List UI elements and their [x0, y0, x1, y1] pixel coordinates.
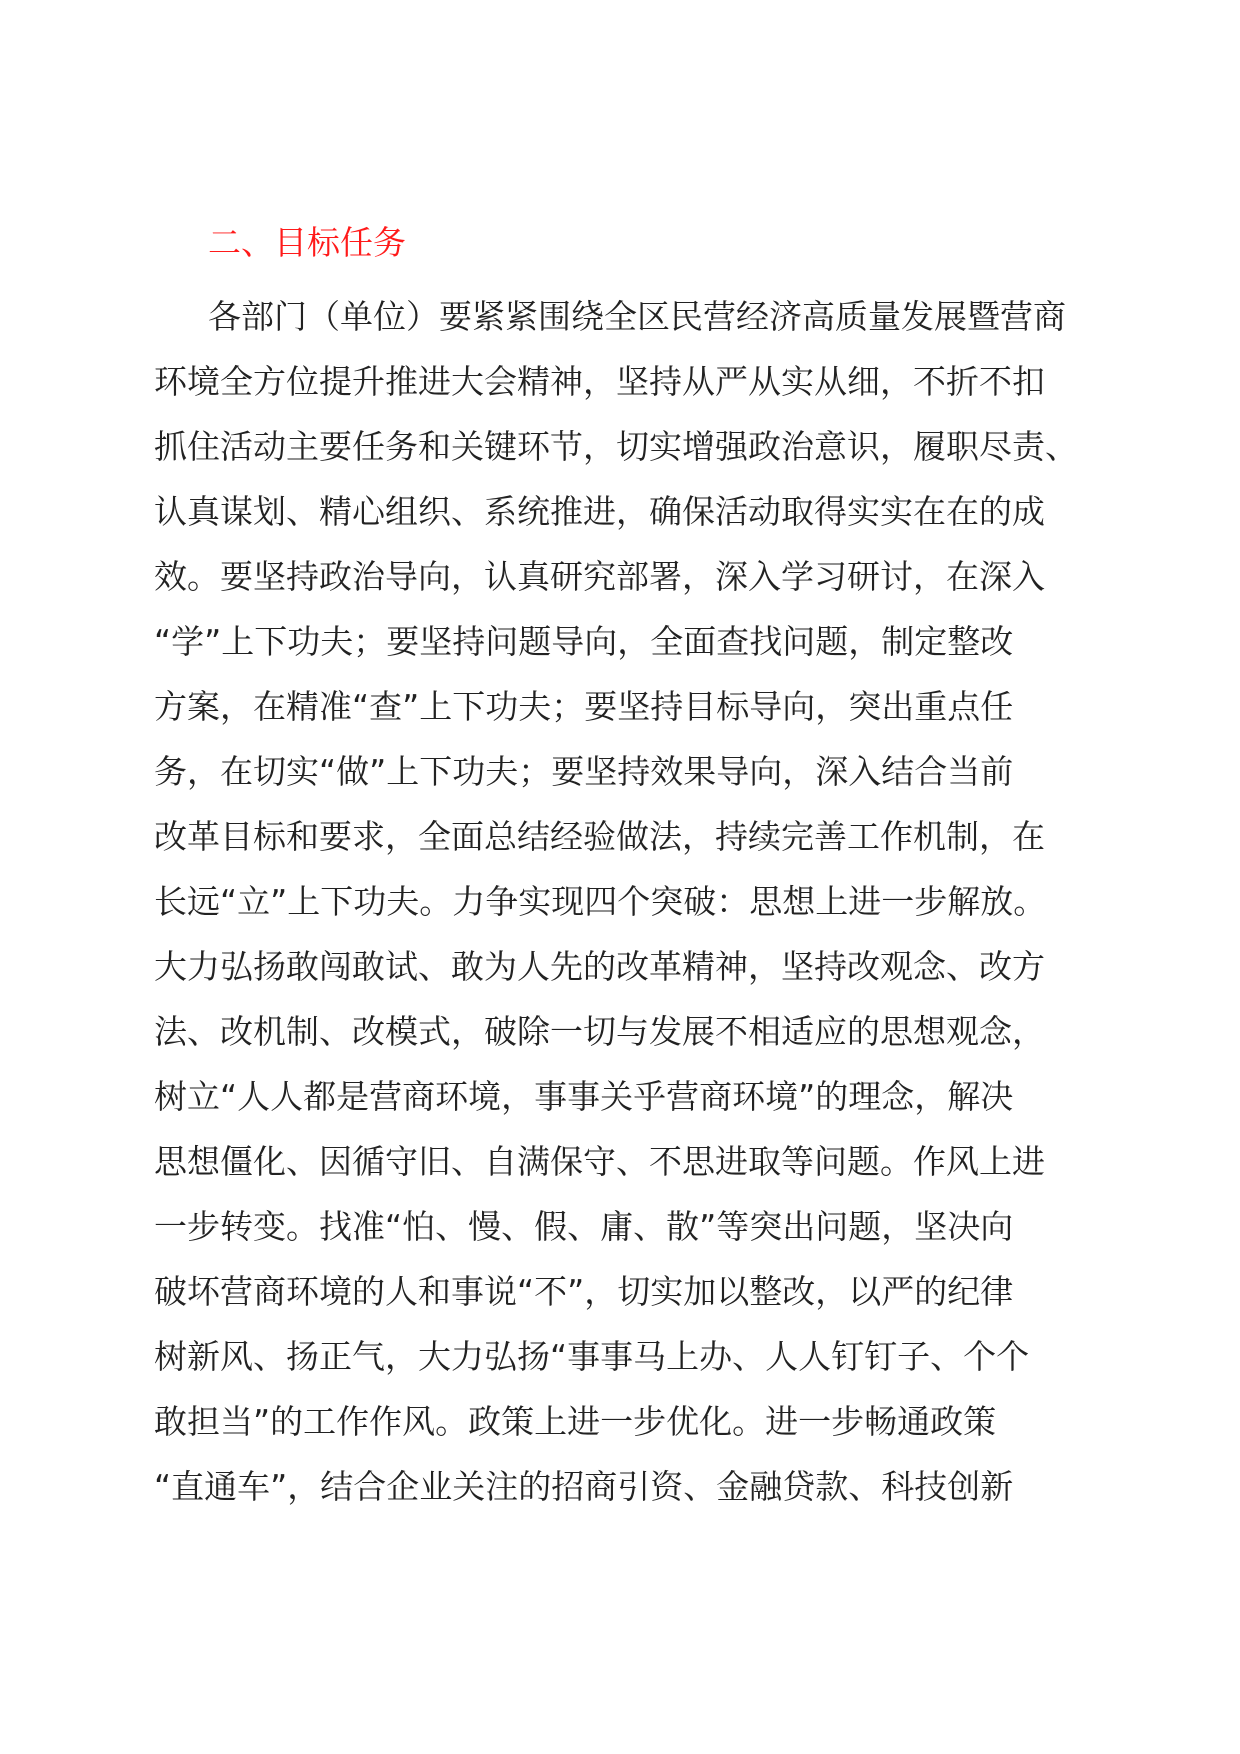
- section-heading: 二、目标任务: [208, 223, 406, 262]
- paragraph-line: 抓住活动主要任务和关键环节，切实增强政治意识，履职尽责、: [154, 427, 1078, 466]
- paragraph-line: 一步转变。找准“怕、慢、假、庸、散”等突出问题，坚决向: [154, 1207, 1014, 1246]
- paragraph-line: 环境全方位提升推进大会精神，坚持从严从实从细，不折不扣: [154, 362, 1045, 401]
- body-paragraph: [154, 284, 1094, 1519]
- paragraph-line: 树新风、扬正气，大力弘扬“事事马上办、人人钉钉子、个个: [154, 1337, 1030, 1376]
- paragraph-line: 效。要坚持政治导向，认真研究部署，深入学习研讨，在深入: [154, 557, 1045, 596]
- paragraph-line: 方案，在精准“查”上下功夫；要坚持目标导向，突出重点任: [154, 687, 1014, 726]
- paragraph-line: 务，在切实“做”上下功夫；要坚持效果导向，深入结合当前: [154, 752, 1014, 791]
- paragraph-line: 树立“人人都是营商环境，事事关乎营商环境”的理念，解决: [154, 1077, 1014, 1116]
- paragraph-line: 法、改机制、改模式，破除一切与发展不相适应的思想观念，: [154, 1012, 1045, 1051]
- paragraph-line: 思想僵化、因循守旧、自满保守、不思进取等问题。作风上进: [154, 1142, 1045, 1181]
- paragraph-line: 长远“立”上下功夫。力争实现四个突破：思想上进一步解放。: [154, 882, 1047, 921]
- paragraph-line: 认真谋划、精心组织、系统推进，确保活动取得实实在在的成: [154, 492, 1045, 531]
- paragraph-line: 大力弘扬敢闯敢试、敢为人先的改革精神，坚持改观念、改方: [154, 947, 1045, 986]
- paragraph-line: 改革目标和要求，全面总结经验做法，持续完善工作机制，在: [154, 817, 1045, 856]
- paragraph-line: 敢担当”的工作作风。政策上进一步优化。进一步畅通政策: [154, 1402, 997, 1441]
- paragraph-line: 各部门（单位）要紧紧围绕全区民营经济高质量发展暨营商: [208, 297, 1066, 336]
- paragraph-line: “学”上下功夫；要坚持问题导向，全面查找问题，制定整改: [154, 622, 1014, 661]
- paragraph-line: “直通车”，结合企业关注的招商引资、金融贷款、科技创新: [154, 1467, 1014, 1506]
- paragraph-line: 破坏营商环境的人和事说“不”，切实加以整改，以严的纪律: [154, 1272, 1014, 1311]
